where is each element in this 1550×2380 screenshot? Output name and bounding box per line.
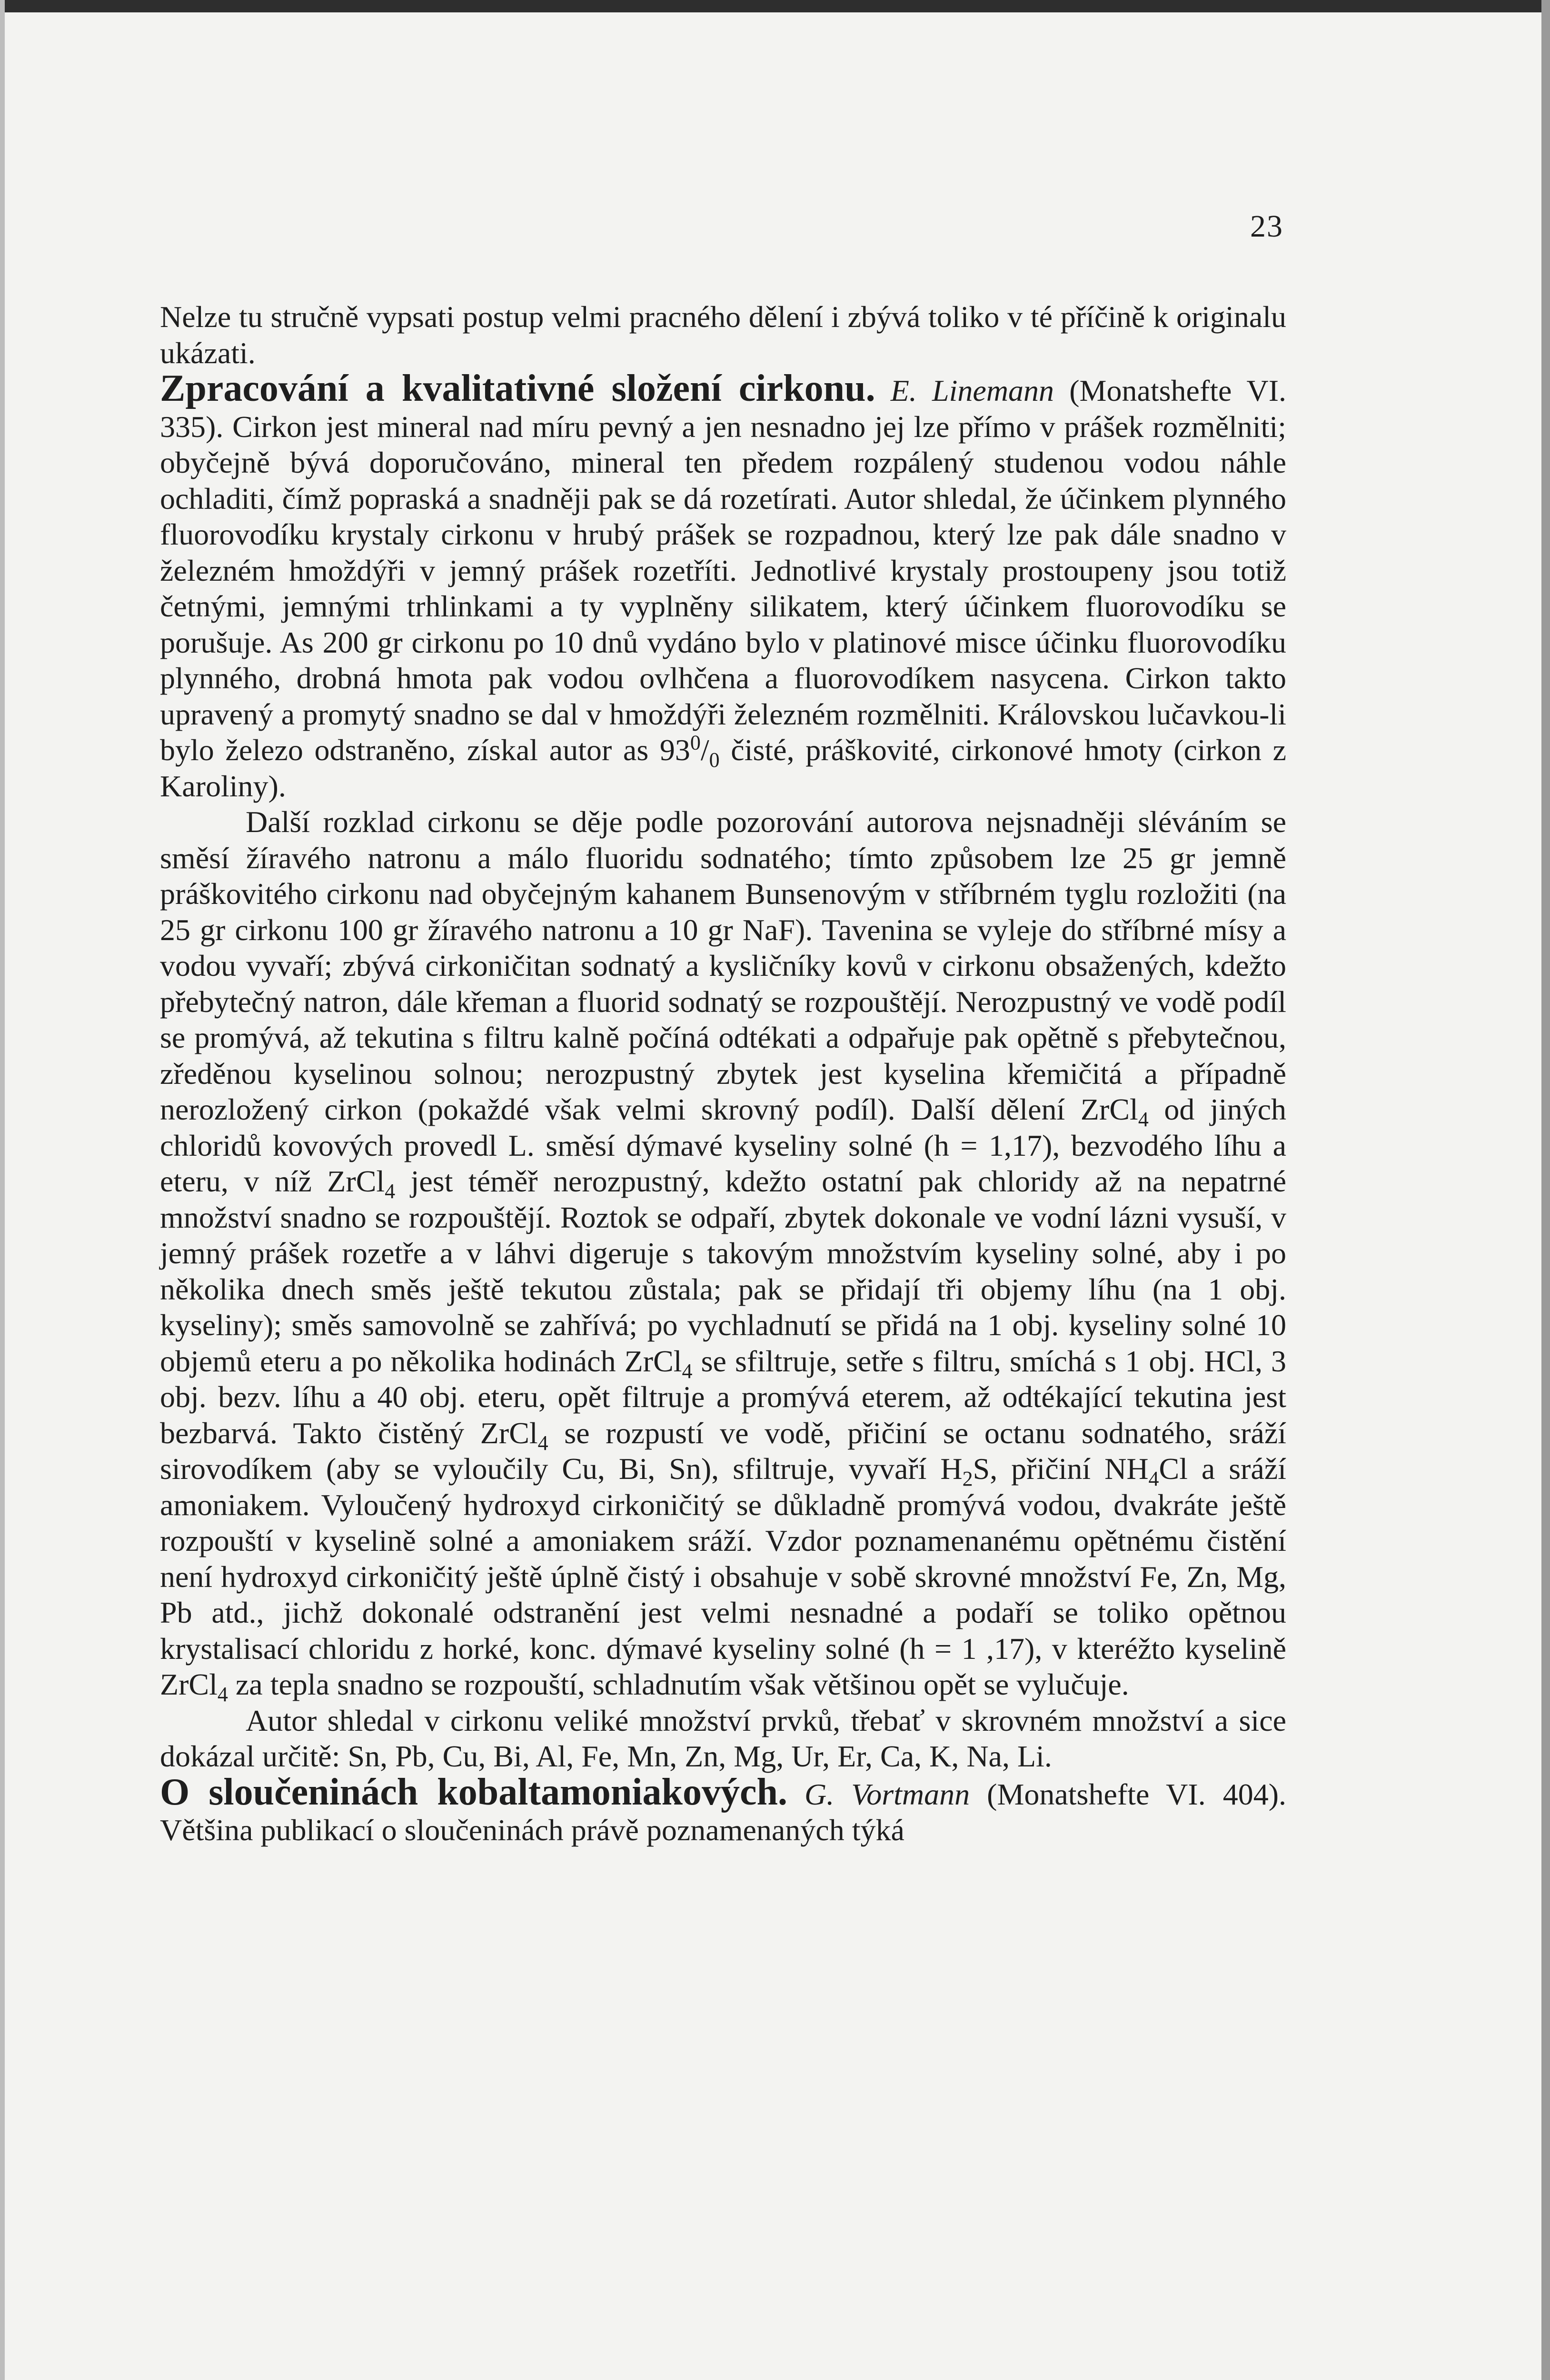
p2-text-g: Cl a sráží amoniakem. Vyloučený hydroxyd cirkoničitý se důkladně promývá vodou, dvakráte ještě rozpouští v kyselině solné a amoniakem sráží. Vzdor poznamenanému opětnému čistění není hydroxyd cirkoničitý ještě úplně čistý i obsahuje v sobě skrovné množství Fe, Zn, Mg, Pb atd., jichž dokonalé odstranění jest velmi nesnadné a podaří se toliko opětnou krystalisací chloridu z horké, konc. dýmavé kyseliny solné (h = 1 ,17), v kteréžto kyselině ZrCl xyxy=(160,1452,1287,1701)
subscript: 2 xyxy=(962,1467,973,1490)
section-1-paragraph-1 xyxy=(160,367,1287,804)
intro-paragraph: Nelze tu stručně vypsati postup velmi pracného dělení i zbývá toliko v té příčině k originalu ukázati. xyxy=(160,300,1286,370)
scan-edge-right xyxy=(1541,0,1550,2380)
subscript: 4 xyxy=(385,1180,396,1203)
p2-text-h: za tepla snadno se rozpouští, schladnutím však většinou opět se vylučuje. xyxy=(228,1667,1129,1701)
subscript: 4 xyxy=(682,1359,693,1383)
section-1-paragraph-3: Autor shledal v cirkonu veliké množství prvků, třebať v skrovném množství a sice dokázal určitě: Sn, Pb, Cu, Bi, Al, Fe, Mn, Zn, Mg, Ur, Er, Ca, K, Na, Li. xyxy=(160,1703,1286,1773)
section-1-author: E. Linemann xyxy=(890,374,1054,407)
subscript: 4 xyxy=(1138,1108,1149,1131)
p2-text-e: se rozpustí ve vodě, přičiní se octanu sodnatého, sráží sirovodíkem (aby se vyloučily Cu, Bi, Sn), sfiltruje, vyvaří H xyxy=(160,1416,1287,1486)
section-1-text-b: čisté, práškovité, cirkonové hmoty (cirkon z Karoliny). xyxy=(160,733,1286,803)
percent-sub: 0 xyxy=(709,748,720,772)
percent-sup: 0 xyxy=(690,731,701,754)
page-number: 23 xyxy=(1250,209,1283,244)
section-2-paragraph xyxy=(160,1771,1287,1848)
article-body xyxy=(160,299,1286,1848)
section-1-paragraph-2 xyxy=(160,804,1287,1706)
subscript: 4 xyxy=(537,1431,548,1455)
section-1-text-a: (Monatshefte VI. 335). Cirkon jest mineral nad míru pevný a jen nesnadno jej lze přímo v prášek rozmělniti; obyčejně bývá doporučováno, mineral ten předem rozpálený studenou vodou náhle ochladiti, čímž popraská a snadněji pak se dá rozetírati. Autor shledal, že účinkem plynného fluorovodíku krystaly cirkonu v hrubý prášek se rozpadnou, který lze pak dále snadno v železném hmoždýři v jemný prášek rozetříti. Jednotlivé krystaly prostoupeny jsou totiž četnými, jemnými trhlinkami a ty vyplněny silikatem, který účinkem fluorovodíku se porušuje. As 200 gr cirkonu po 10 dnů vydáno bylo v platinové misce účinku fluorovodíku plynného, drobná hmota pak vodou ovlhčena a fluorovodíkem nasycena. Cirkon takto upravený a promytý snadno se dal v hmoždýři železném rozmělniti. Královskou lučavkou-li bylo železo odstraněno, získal autor as 93 xyxy=(160,374,1287,767)
p2-text-d: se sfiltruje, setře s filtru, smíchá s 1 obj. HCl, 3 obj. bezv. líhu a 40 obj. eteru, opět filtruje a promývá eterem, až odtékající tekutina jest bezbarvá. Takto čistěný ZrCl xyxy=(160,1344,1287,1450)
p2-text-b: od jiných chloridů kovových provedl L. směsí dýmavé kyseliny solné (h = 1,17), bezvodého líhu a eteru, v níž ZrCl xyxy=(160,1092,1287,1198)
p2-text-c: jest téměř nerozpustný, kdežto ostatní pak chloridy až na nepatrné množství snadno se rozpouštějí. Roztok se odpaří, zbytek dokonale ve vodní lázni vysuší, v jemný prášek rozetře a v láhvi digeruje s takovým množstvím kyseliny solné, aby i po několika dnech směs ještě tekutou zůstala; pak se přidají tři objemy líhu (na 1 obj. kyseliny); směs samovolně se zahřívá; po vychladnutí se přidá na 1 obj. kyseliny solné 10 objemů eteru a po několika hodinách ZrCl xyxy=(160,1164,1287,1378)
section-2-text: (Monatshefte VI. 404). Většina publikací o sloučeninách právě poznamenaných týká xyxy=(160,1777,1287,1847)
p2-text-f: S, přičiní NH xyxy=(973,1452,1149,1486)
section-2-title: O sloučeninách kobaltamoniakových. xyxy=(160,1771,787,1813)
scan-edge-left xyxy=(0,0,5,2380)
section-2-author: G. Vortmann xyxy=(805,1777,970,1811)
subscript: 4 xyxy=(217,1683,228,1706)
section-1-title: Zpracování a kvalitativné složení cirkonu. xyxy=(160,367,875,409)
percent-slash: / xyxy=(700,733,709,767)
subscript: 4 xyxy=(1148,1467,1159,1490)
p2-text-a: Další rozklad cirkonu se děje podle pozorování autorova nejsnadněji sléváním se směsí žíravého natronu a málo fluoridu sodnatého; tímto způsobem lze 25 gr jemně práškovitého cirkonu nad obyčejným kahanem Bunsenovým v stříbrném tyglu rozložiti (na 25 gr cirkonu 100 gr žíravého natronu a 10 gr NaF). Tavenina se vyleje do stříbrné mísy a vodou vyvaří; zbývá cirkoničitan sodnatý a kysličníky kovů v cirkonu obsažených, kdežto přebytečný natron, dále křeman a fluorid sodnatý se rozpouštějí. Nerozpustný ve vodě podíl se promývá, až tekutina s filtru kalně počíná odtékati a odpařuje pak opětně s přebytečnou, zředěnou kyselinou solnou; nerozpustný zbytek jest kyselina křemičitá a případně nerozložený cirkon (pokaždé však velmi skrovný podíl). Další dělení ZrCl xyxy=(160,805,1286,1126)
scan-edge-top xyxy=(0,0,1550,12)
